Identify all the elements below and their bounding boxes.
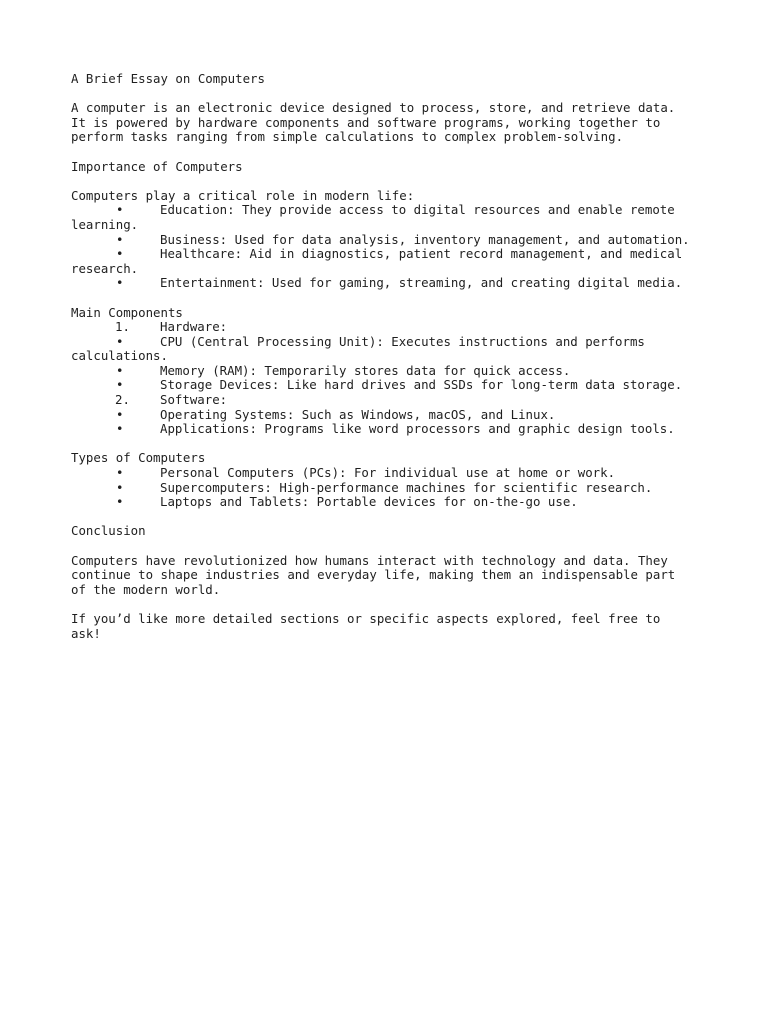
number-marker: 1.: [115, 319, 130, 335]
bullet-marker: •: [116, 494, 124, 510]
types-heading: Types of Computers: [71, 450, 206, 466]
conclusion-heading: Conclusion: [71, 523, 146, 539]
list-item-continuation: learning.: [71, 216, 139, 232]
list-item-text: Business: Used for data analysis, inventory management, and automation.: [160, 231, 690, 247]
spacer: [71, 174, 708, 189]
intro-line: It is powered by hardware components and software programs, working together to: [71, 114, 661, 130]
components-heading: Main Components: [71, 304, 183, 320]
bullet-marker: •: [116, 421, 124, 437]
list-item-text: CPU (Central Processing Unit): Executes instructions and performs: [160, 333, 645, 349]
spacer: [71, 539, 708, 554]
list-item-text: Education: They provide access to digital resources and enable remote: [160, 202, 675, 218]
bullet-marker: •: [116, 362, 124, 378]
list-item: [71, 276, 708, 291]
list-item: [71, 495, 708, 510]
bullet-marker: •: [116, 231, 124, 247]
bullet-marker: •: [116, 465, 124, 481]
bullet-marker: •: [116, 333, 124, 349]
list-item: [71, 233, 708, 248]
importance-heading: Importance of Computers: [71, 158, 243, 174]
list-item: [71, 378, 708, 393]
list-item-text: Entertainment: Used for gaming, streaming, and creating digital media.: [160, 275, 683, 291]
bullet-marker: •: [116, 275, 124, 291]
intro-line: A computer is an electronic device designed to process, store, and retrieve data.: [71, 100, 676, 116]
list-item-continuation: calculations.: [71, 348, 168, 364]
bullet-marker: •: [116, 377, 124, 393]
numbered-item-text: Software:: [160, 392, 228, 408]
spacer: [71, 291, 708, 306]
list-item-text: Storage Devices: Like hard drives and SSDs for long-term data storage.: [160, 377, 683, 393]
numbered-item-text: Hardware:: [160, 319, 228, 335]
importance-lead: Computers play a critical role in modern life:: [71, 187, 415, 203]
bullet-marker: •: [116, 479, 124, 495]
list-item-continuation: research.: [71, 260, 139, 276]
conclusion-line: of the modern world.: [71, 581, 221, 597]
numbered-item: [71, 393, 708, 408]
bullet-marker: •: [116, 202, 124, 218]
bullet-marker: •: [116, 246, 124, 262]
list-item: [71, 466, 708, 481]
conclusion-line: Computers have revolutionized how humans interact with technology and data. They: [71, 552, 668, 568]
list-item-text: Laptops and Tablets: Portable devices for on-the-go use.: [160, 494, 578, 510]
conclusion-line: continue to shape industries and everyday life, making them an indispensable part: [71, 567, 676, 583]
list-item-text: Operating Systems: Such as Windows, macOS, and Linux.: [160, 406, 556, 422]
list-item-text: Memory (RAM): Temporarily stores data for quick access.: [160, 362, 571, 378]
list-item: [71, 364, 708, 379]
list-item-text: Applications: Programs like word processors and graphic design tools.: [160, 421, 675, 437]
spacer: [71, 87, 708, 102]
list-item: [71, 422, 708, 437]
bullet-marker: •: [116, 406, 124, 422]
numbered-item: [71, 320, 708, 335]
spacer: [71, 437, 708, 452]
closing-line: If you’d like more detailed sections or specific aspects explored, feel free to: [71, 610, 661, 626]
list-item: [71, 408, 708, 423]
spacer: [71, 145, 708, 160]
number-marker: 2.: [115, 392, 130, 408]
spacer: [71, 510, 708, 525]
document-title: A Brief Essay on Computers: [71, 71, 265, 86]
list-item: [71, 481, 708, 496]
list-item: [71, 335, 708, 350]
closing-line: ask!: [71, 625, 101, 641]
list-item: [71, 203, 708, 218]
intro-line: perform tasks ranging from simple calculations to complex problem-solving.: [71, 129, 624, 145]
list-item-text: Supercomputers: High-performance machines for scientific research.: [160, 479, 653, 495]
list-item: [71, 247, 708, 262]
list-item-text: Personal Computers (PCs): For individual use at home or work.: [160, 465, 616, 481]
spacer: [71, 597, 708, 612]
list-item-text: Healthcare: Aid in diagnostics, patient record management, and medical: [160, 246, 683, 262]
